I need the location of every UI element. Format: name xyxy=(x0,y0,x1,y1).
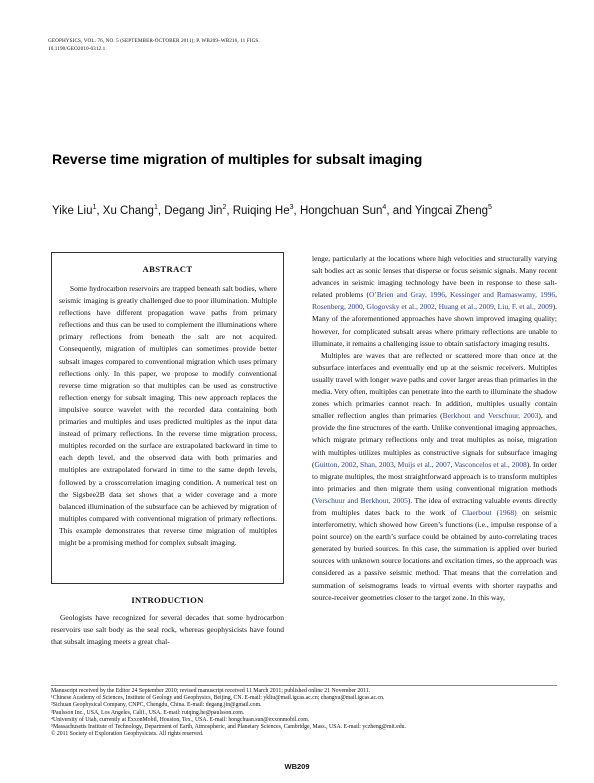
journal-header xyxy=(48,37,260,53)
footnote-affiliation: ¹Chinese Academy of Sciences, Institute of Geology and Geophysics, Beijing, CN. E-mail: ykliu@mail.igcas.ac.cn; changxu@mail.igcas.ac.cn. xyxy=(51,695,385,702)
copyright: © 2011 Society of Exploration Geophysicists. All rights reserved. xyxy=(51,731,204,738)
footnote-affiliation: ³Paulsson Inc., USA, Los Angeles, Calif., USA. E-mail: ruiqing.he@paulsson.com. xyxy=(51,709,245,716)
author-name: Yike Liu xyxy=(52,205,93,217)
body-text: ). The idea of extracting valuable events directly from multiples dates back to the work of xyxy=(312,495,557,517)
affiliation-mark: 1 xyxy=(153,204,158,211)
affiliation-mark: 4 xyxy=(382,204,387,211)
body-text: , xyxy=(493,302,498,312)
author-name: Degang Jin xyxy=(164,205,223,217)
author-name: Ruiqing He xyxy=(232,205,290,217)
footnote-received: Manuscript received by the Editor 24 September 2010; revised manuscript received 11 March 2011; published online 21 November 2011. xyxy=(51,688,371,694)
body-text: ). Many of the aforementioned approaches have shown improved imaging quality; however, for complicated subsalt areas where primary reflections are unable to illuminate, it remains a challenging issue to obtain satisfactory imaging results. xyxy=(312,302,558,348)
introduction-heading: INTRODUCTION xyxy=(131,595,204,605)
author-separator: , xyxy=(293,205,300,217)
author-separator: , xyxy=(226,205,233,217)
body-text: , xyxy=(444,290,450,300)
body-text: on seismic interferometry, which showed how Green’s functions (i.e., impulse response of a point source) on the earth’s surface could be obtained by auto-correlating traces generated by buried sources. In this case, the summation is applied over buried sources with unknown source locations and excitation times, so the approach was considered as a passive seismic method. That means that the correlation and summation of seismograms leads to virtual events with shorter raypaths and source-receiver geometries closer to the target zone. In this way, xyxy=(312,507,557,602)
author-separator: , xyxy=(96,205,103,217)
author-name: Yingcai Zheng xyxy=(414,205,488,217)
citation-link[interactable]: Huang et al., 2009 xyxy=(438,302,494,312)
footnotes xyxy=(51,688,561,738)
paragraph xyxy=(312,253,557,350)
affiliation-mark: 1 xyxy=(92,204,97,211)
citation-link[interactable]: Muijs et al., 2007 xyxy=(397,459,451,469)
affiliation-mark: 5 xyxy=(488,204,492,211)
page-number: WB209 xyxy=(284,762,310,771)
body-text: , xyxy=(555,290,557,300)
footnote-affiliation: ⁵Massachusetts Institute of Technology, Department of Earth, Atmospheric, and Planetary Sciences, Cambridge, Mass., USA. E-mail: yczheng@mit.edu. xyxy=(51,724,407,731)
citation-link[interactable]: O’Brien and Gray, 1996 xyxy=(368,290,445,300)
citation-link[interactable]: Vasconcelos et al., 2008 xyxy=(454,459,527,469)
citation-link[interactable]: Guitton, 2002 xyxy=(314,459,357,469)
author-name: Xu Chang xyxy=(102,205,154,217)
footnote-affiliation: ⁴University of Utah, currently at ExxonMobil, Houston, Tex., USA. E-mail: hongchuan.sun@exxonmobil.com. xyxy=(51,716,310,723)
right-column xyxy=(312,253,557,604)
body-text: ). In order to migrate multiples, the most straightforward approach is to transform multiples into primaries and then migrate them using conventional migration methods ( xyxy=(312,459,558,505)
citation-link[interactable]: Liu, F. et al., 2009 xyxy=(497,302,553,312)
author-list xyxy=(52,204,572,219)
body-text: , xyxy=(393,459,398,469)
author-separator: , xyxy=(157,205,165,217)
author-name: Hongchuan Sun xyxy=(299,205,383,217)
affiliation-mark: 3 xyxy=(289,204,294,211)
paragraph xyxy=(312,350,557,604)
citation-link[interactable]: Shan, 2003 xyxy=(360,459,394,469)
body-text: , xyxy=(362,302,367,312)
citation-link[interactable]: Berkhout and Verschuur, 2003 xyxy=(442,411,539,421)
body-text: lenge, particularly at the locations where high velocities and structurally varying salt bodies act as sonic lenses that disperse or focus seismic signals. Many recent advances in seismic imaging technology have been in response to these salt-related problems ( xyxy=(312,254,557,300)
body-text: , xyxy=(434,302,439,312)
introduction-text: Geologists have recognized for several decades that some hydrocarbon reservoirs use salt body as the seal rock, whereas geophysicists have found that subsalt imaging meets a great chal- xyxy=(51,613,284,647)
doi: 10.1190/GEO2010-0312.1 xyxy=(48,46,106,52)
journal-citation: GEOPHYSICS, VOL. 76, NO. 5 (SEPTEMBER-OCTOBER 2011); P. WB209–WB216, 11 FIGS. xyxy=(48,38,260,44)
author-separator: , and xyxy=(386,205,415,217)
footnote-affiliation: ²Sichuan Geophysical Company, CNPC, Chengdu, China. E-mail: degang.jin@gmail.com. xyxy=(51,702,262,709)
citation-link[interactable]: Claerbout (1968) xyxy=(461,507,517,517)
citation-link[interactable]: Verschuur and Berkhout, 2005 xyxy=(314,495,408,505)
paper-title: Reverse time migration of multiples for subsalt imaging xyxy=(52,151,423,167)
affiliation-mark: 2 xyxy=(222,204,227,211)
body-text: ), and provide the fine structures of the earth. Unlike conventional imaging approaches, which migrate primary reflections only and treat multiples as noise, migration with multiples utilizes multiples as constructive signals for subsurface imaging ( xyxy=(312,411,558,469)
footnote-divider xyxy=(51,685,557,686)
citation-link[interactable]: Glogovsky et al., 2002 xyxy=(366,302,435,312)
body-text: , xyxy=(356,459,361,469)
citation-link[interactable]: Rosenberg, 2000 xyxy=(312,302,363,312)
abstract-heading: ABSTRACT xyxy=(142,264,193,274)
abstract-text: Some hydrocarbon reservoirs are trapped beneath salt bodies, where seismic imaging is greatly challenged due to poor illumination. Multiple reflections have different propagation wave paths from primary reflections and thus can be used to complement the illuminations where primary reflections from beneath the salt are not acquired. Consequently, migration of multiples can sometimes provide better subsalt images compared to conventional migration which uses primary reflections only. In this paper, we propose to modify conventional reverse time migration so that multiples can be used as constructive reflection energy for subsalt imaging. This new approach replaces the impulsive source wavelet with the recorded data containing both primaries and multiples and uses predicted multiples as the input data instead of primary reflections. In the reverse time migration process, multiples recorded on the surface are extrapolated backward in time to each depth level, and the observed data with both primaries and multiples are extrapolated forward in time to the same depth levels, followed by a crosscorrelation imaging condition. A numerical test on the Sigsbee2B data set shows that a wider coverage and a more balanced illumination of the subsurface can be achieved by migration of multiples compared with conventional migration of primary reflections. This example demonstrates that reverse time migration of multiples might be a promising method for complex subsalt imaging. xyxy=(59,284,277,547)
body-text: , xyxy=(450,459,455,469)
citation-link[interactable]: Kessinger and Ramaswamy, 1996 xyxy=(449,290,556,300)
body-text: Multiples are waves that are reflected or scattered more than once at the subsurface interfaces and eventually end up at the seismic receivers. Multiples usually travel with longer wave paths and cover larger areas than primaries in the media. Very often, multiples can penetrate into the earth to illuminate the shadow zones which primaries cannot reach. In addition, multiples usually contain smaller reflection angles than primaries ( xyxy=(312,350,557,421)
